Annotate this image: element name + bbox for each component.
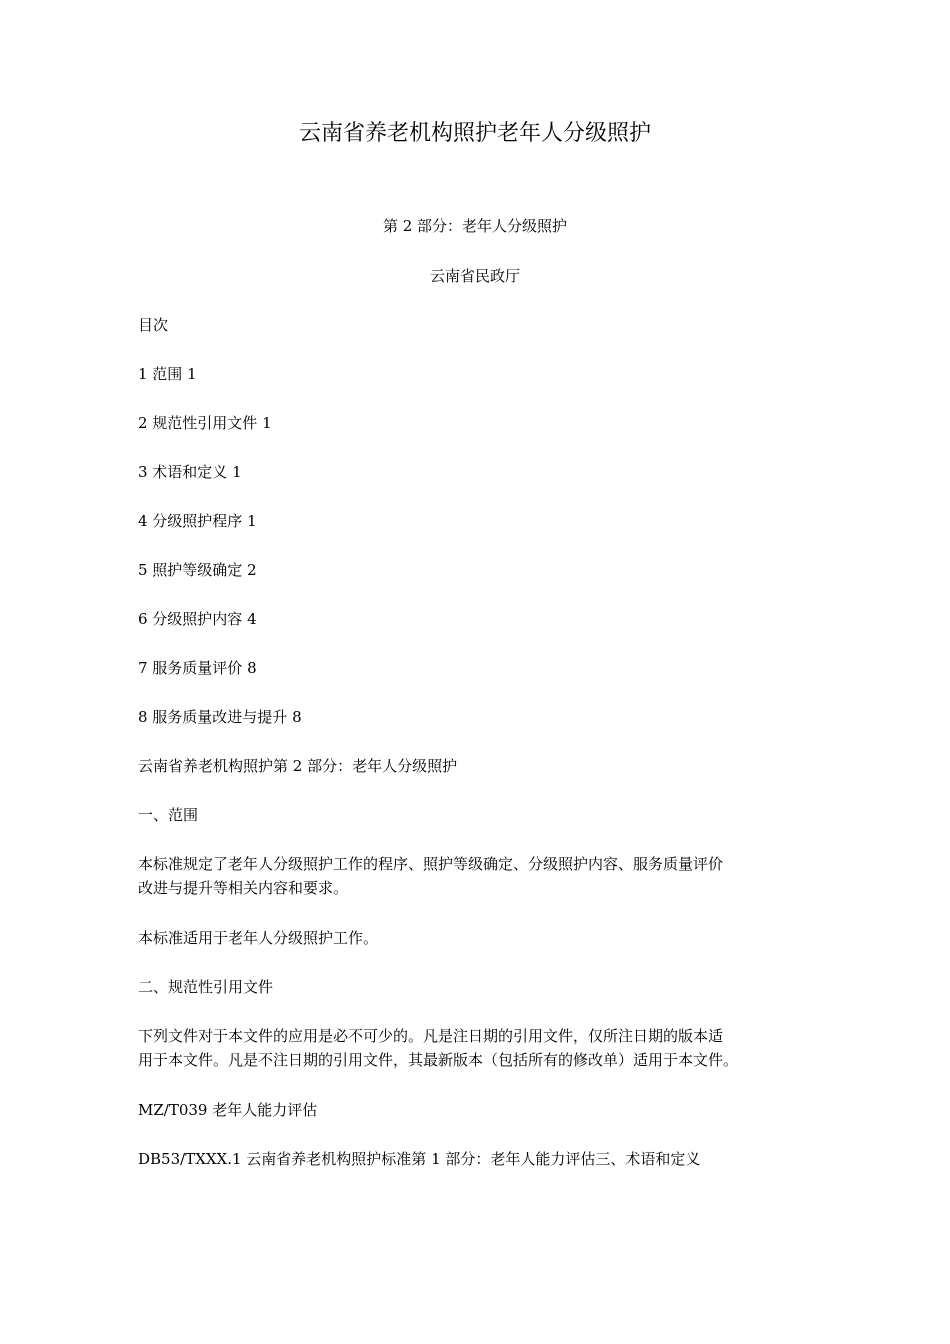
toc-heading: 目次: [138, 316, 169, 334]
toc-item: 5 照护等级确定 2: [138, 561, 257, 579]
document-title: 云南省养老机构照护老年人分级照护: [298, 121, 651, 146]
paragraph-line: 改进与提升等相关内容和要求。: [138, 879, 349, 897]
reference-item: DB53/TXXX.1 云南省养老机构照护标准第 1 部分：老年人能力评估三、术语和定义: [138, 1150, 701, 1168]
toc-item: 2 规范性引用文件 1: [138, 414, 272, 432]
paragraph-line: 本标准规定了老年人分级照护工作的程序、照护等级确定、分级照护内容、服务质量评价: [138, 855, 724, 873]
toc-item: 7 服务质量评价 8: [138, 659, 257, 677]
toc-item: 8 服务质量改进与提升 8: [138, 708, 302, 726]
paragraph-line: 用于本文件。凡是不注日期的引用文件，其最新版本（包括所有的修改单）适用于本文件。: [138, 1051, 739, 1069]
reference-item: MZ/T039 老年人能力评估: [138, 1101, 318, 1119]
paragraph-line: 下列文件对于本文件的应用是必不可少的。凡是注日期的引用文件，仅所注日期的版本适: [138, 1027, 724, 1045]
toc-item: 1 范围 1: [138, 365, 197, 383]
document-subtitle: 第 2 部分：老年人分级照护: [382, 217, 568, 235]
references-paragraph: [138, 1024, 818, 1072]
body-title: 云南省养老机构照护第 2 部分：老年人分级照护: [138, 757, 458, 775]
scope-paragraph: [138, 852, 818, 900]
section-heading-scope: 一、范围: [138, 806, 199, 824]
toc-item: 6 分级照护内容 4: [138, 610, 257, 628]
document-issuer: 云南省民政厅: [429, 267, 520, 285]
toc-item: 3 术语和定义 1: [138, 463, 242, 481]
section-heading-references: 二、规范性引用文件: [138, 978, 274, 996]
toc-item: 4 分级照护程序 1: [138, 512, 257, 530]
scope-applicability: 本标准适用于老年人分级照护工作。: [138, 929, 379, 947]
